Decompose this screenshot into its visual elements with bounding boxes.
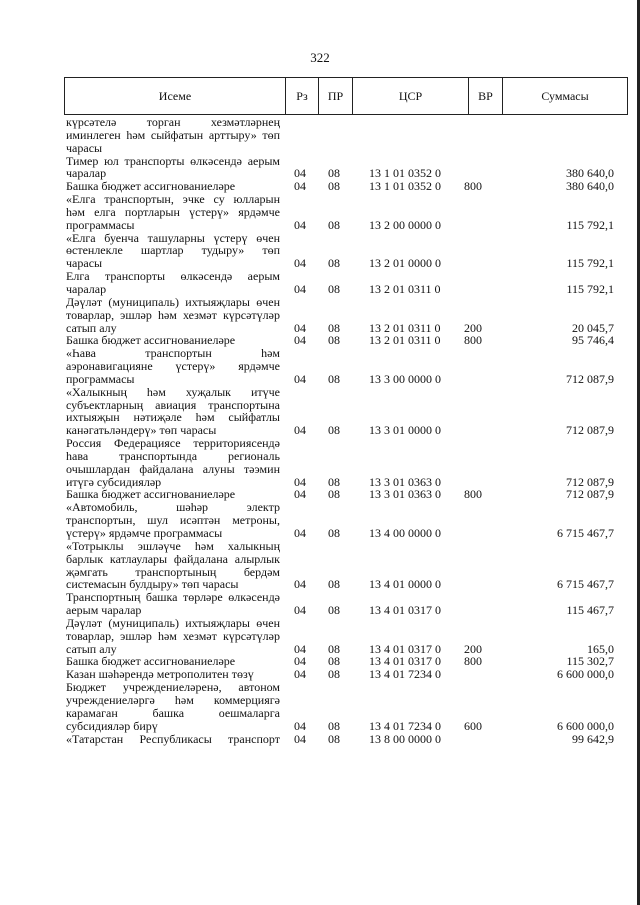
row-name-line: программасы — [66, 371, 135, 386]
row-name-line: аерым чаралар — [66, 603, 142, 618]
row-pr: 08 — [328, 526, 340, 540]
row-vr: 600 — [464, 718, 482, 733]
row-name-line: «Халыкның һәм хуҗалык итүче — [66, 384, 280, 399]
row-pr: 08 — [328, 423, 340, 438]
row-pr: 08 — [328, 654, 340, 669]
header-vr: ВР — [469, 78, 503, 114]
row-name — [66, 155, 280, 181]
table-row — [66, 347, 626, 386]
row-csr: 13 2 01 0000 0 — [369, 256, 441, 271]
row-sum: 380 640,0 — [566, 179, 614, 194]
row-sum: 6 600 000,0 — [557, 718, 614, 733]
row-rz: 04 — [294, 423, 306, 438]
table-row — [66, 501, 626, 540]
row-name-line: «Тотрыклы эшләүче һәм халыкның — [66, 538, 280, 553]
row-name-line: итүгә субсидияләр — [66, 474, 162, 489]
row-csr: 13 2 01 0311 0 — [369, 281, 441, 296]
row-sum: 6 600 000,0 — [557, 667, 614, 682]
row-rz: 04 — [294, 577, 306, 592]
row-pr: 08 — [328, 320, 340, 335]
row-sum: 115 302,7 — [566, 654, 614, 669]
row-csr: 13 2 00 0000 0 — [369, 217, 441, 232]
row-name — [66, 386, 280, 437]
row-csr: 13 3 01 0363 0 — [369, 474, 441, 489]
table-row — [66, 733, 626, 746]
row-name-line: «Һава транспортын һәм — [66, 346, 280, 361]
row-pr: 08 — [328, 487, 340, 502]
row-sum: 99 642,9 — [572, 731, 614, 746]
row-sum: 115 792,1 — [566, 256, 614, 271]
row-name-line: Транспортның башка төрләре өлкәсендә — [66, 590, 280, 605]
row-pr: 08 — [328, 667, 340, 682]
row-csr: 13 4 01 0317 0 — [369, 603, 441, 618]
row-pr: 08 — [328, 603, 340, 618]
row-rz: 04 — [294, 371, 306, 386]
row-name-line: товарлар, эшләр һәм хезмәт күрсәтүләр — [66, 307, 280, 322]
row-name-line: «Елга буенча ташуларны үстерү өчен — [66, 230, 280, 245]
row-rz: 04 — [294, 731, 306, 746]
row-name-line: Тимер юл транспорты өлкәсендә аерым — [66, 153, 280, 168]
row-sum: 6 715 467,7 — [557, 577, 614, 592]
row-name-line: күрсәтелә торган хезмәтләрнең — [66, 115, 280, 129]
row-pr: 08 — [328, 641, 340, 656]
row-rz: 04 — [294, 217, 306, 232]
row-pr: 08 — [328, 333, 340, 348]
row-csr: 13 2 01 0311 0 — [369, 320, 441, 335]
row-rz: 04 — [294, 526, 306, 540]
row-rz: 04 — [294, 320, 306, 335]
row-rz: 04 — [294, 166, 306, 181]
row-name-line: үстерү» ярдәмче программасы — [66, 526, 223, 540]
row-sum: 712 087,9 — [566, 371, 614, 386]
table-header — [64, 77, 628, 115]
row-vr: 800 — [464, 179, 482, 194]
row-name-line: Россия Федерациясе территориясендә — [66, 436, 280, 451]
row-name-line: чарасы — [66, 256, 103, 271]
table-row — [66, 437, 626, 488]
row-name-line: товарлар, эшләр һәм хезмәт күрсәтүләр — [66, 628, 280, 643]
row-name — [66, 540, 280, 591]
row-name-line: җәмгать транспортының бердәм — [66, 564, 280, 579]
row-csr: 13 4 01 7234 0 — [369, 667, 441, 682]
row-name-line: өстенлекле шартлар тудыру» төп — [66, 243, 280, 258]
row-name-line: субсидияләр бирү — [66, 718, 158, 733]
table-body — [66, 116, 626, 745]
row-pr: 08 — [328, 474, 340, 489]
row-csr: 13 8 00 0000 0 — [369, 731, 441, 746]
row-name-line: «Елга транспортын, эчке су юлларын — [66, 192, 280, 207]
header-rz: Рз — [286, 78, 319, 114]
table-row — [66, 681, 626, 732]
row-name — [66, 681, 280, 732]
row-name-line: сатып алу — [66, 641, 117, 656]
row-csr: 13 4 00 0000 0 — [369, 526, 441, 540]
header-sum: Суммасы — [541, 88, 589, 103]
table-row — [66, 116, 626, 155]
row-sum: 6 715 467,7 — [557, 526, 614, 540]
row-sum: 95 746,4 — [572, 333, 614, 348]
row-sum: 115 792,1 — [566, 217, 614, 232]
row-csr: 13 4 01 0317 0 — [369, 641, 441, 656]
row-csr: 13 2 01 0311 0 — [369, 333, 441, 348]
row-name-line: Башка бюджет ассигнованиеләре — [66, 487, 236, 502]
row-pr: 08 — [328, 256, 340, 271]
row-name — [66, 591, 280, 617]
row-vr: 800 — [464, 333, 482, 348]
row-name-line: программасы — [66, 217, 135, 232]
row-name-line: Башка бюджет ассигнованиеләре — [66, 179, 236, 194]
row-csr: 13 1 01 0352 0 — [369, 179, 441, 194]
row-sum: 712 087,9 — [566, 487, 614, 502]
row-rz: 04 — [294, 667, 306, 682]
row-name-line: «Автомобиль, шәһәр электр — [66, 500, 280, 515]
row-name-line: һава транспортында региональ — [66, 448, 280, 463]
row-name — [66, 437, 280, 488]
row-name-line: чаралар — [66, 281, 107, 296]
table-row — [66, 155, 626, 181]
row-vr: 800 — [464, 654, 482, 669]
row-name-line: Башка бюджет ассигнованиеләре — [66, 333, 236, 348]
row-pr: 08 — [328, 718, 340, 733]
row-pr: 08 — [328, 166, 340, 181]
row-name-line: транспортын, шул исәптән метроны, — [66, 513, 280, 528]
row-csr: 13 1 01 0352 0 — [369, 166, 441, 181]
row-name-line: Бюджет учреждениеләренә, автоном — [66, 680, 280, 695]
row-rz: 04 — [294, 487, 306, 502]
row-sum: 20 045,7 — [572, 320, 614, 335]
row-rz: 04 — [294, 641, 306, 656]
row-name-line: сатып алу — [66, 320, 117, 335]
row-name-line: Казан шәһәрендә метрополитен төзү — [66, 667, 254, 682]
table-row — [66, 540, 626, 591]
row-name — [66, 347, 280, 386]
row-name-line: Елга транспорты өлкәсендә аерым — [66, 269, 280, 284]
row-csr: 13 4 01 7234 0 — [369, 718, 441, 733]
row-name-line: канәгатьләндерү» төп чарасы — [66, 423, 217, 438]
row-pr: 08 — [328, 217, 340, 232]
row-name-line: Башка бюджет ассигнованиеләре — [66, 654, 236, 669]
row-name — [66, 116, 280, 155]
row-pr: 08 — [328, 577, 340, 592]
table-row — [66, 270, 626, 296]
row-name-line: Дәүләт (муниципаль) ихтыяҗлары өчен — [66, 615, 280, 630]
table-row — [66, 232, 626, 271]
row-rz: 04 — [294, 281, 306, 296]
row-rz: 04 — [294, 179, 306, 194]
row-name-line: Дәүләт (муниципаль) ихтыяҗлары өчен — [66, 294, 280, 309]
row-name-line: очышлардан файдалана алуны тәэмин — [66, 461, 280, 476]
row-pr: 08 — [328, 179, 340, 194]
row-name-line: аэронавигацияне үстерү» ярдәмче — [66, 359, 280, 374]
row-name — [66, 193, 280, 232]
header-pr: ПР — [319, 78, 353, 114]
row-sum: 380 640,0 — [566, 166, 614, 181]
row-name — [66, 296, 280, 335]
row-sum: 712 087,9 — [566, 423, 614, 438]
table-row — [66, 193, 626, 232]
row-name-line: субъектларның авиация транспортына — [66, 397, 280, 412]
row-sum: 115 792,1 — [566, 281, 614, 296]
row-name-line: ихтыяҗын нәтиҗәле һәм сыйфатлы — [66, 410, 280, 425]
row-sum: 165,0 — [587, 641, 614, 656]
row-name — [66, 270, 280, 296]
header-csr: ЦСР — [353, 78, 469, 114]
row-vr: 200 — [464, 641, 482, 656]
row-pr: 08 — [328, 371, 340, 386]
row-name-line: иминлеген һәм сыйфатын арттыру» төп — [66, 127, 280, 142]
row-name-line: һәм елга портларын үстерү» ярдәмче — [66, 204, 280, 219]
row-name-line: карамаган башка оешмаларга — [66, 705, 280, 720]
row-rz: 04 — [294, 718, 306, 733]
row-rz: 04 — [294, 256, 306, 271]
table-row — [66, 296, 626, 335]
row-csr: 13 3 01 0000 0 — [369, 423, 441, 438]
row-name — [66, 232, 280, 271]
row-name-line: барлык катлаулары файдалана алырлык — [66, 551, 280, 566]
row-name-line: учреждениеләргә һәм коммерциягә — [66, 692, 280, 707]
row-vr: 200 — [464, 320, 482, 335]
row-vr: 800 — [464, 487, 482, 502]
header-name: Исеме — [65, 78, 286, 114]
row-csr: 13 4 01 0000 0 — [369, 577, 441, 592]
row-pr: 08 — [328, 731, 340, 746]
row-name-line: «Татарстан Республикасы транспорт — [66, 731, 280, 746]
row-csr: 13 4 01 0317 0 — [369, 654, 441, 669]
row-sum: 712 087,9 — [566, 474, 614, 489]
row-csr: 13 3 00 0000 0 — [369, 371, 441, 386]
row-pr: 08 — [328, 281, 340, 296]
row-sum: 115 467,7 — [566, 603, 614, 618]
row-rz: 04 — [294, 654, 306, 669]
row-name-line: системасын булдыру» төп чарасы — [66, 577, 239, 592]
table-row — [66, 591, 626, 617]
row-rz: 04 — [294, 333, 306, 348]
row-name — [66, 733, 280, 746]
row-name-line: чаралар — [66, 166, 107, 181]
page-number: 322 — [310, 50, 330, 65]
row-rz: 04 — [294, 603, 306, 618]
row-rz: 04 — [294, 474, 306, 489]
table-row — [66, 617, 626, 656]
row-name — [66, 617, 280, 656]
row-name — [66, 501, 280, 540]
row-name-line: чарасы — [66, 140, 103, 155]
table-row — [66, 386, 626, 437]
row-csr: 13 3 01 0363 0 — [369, 487, 441, 502]
